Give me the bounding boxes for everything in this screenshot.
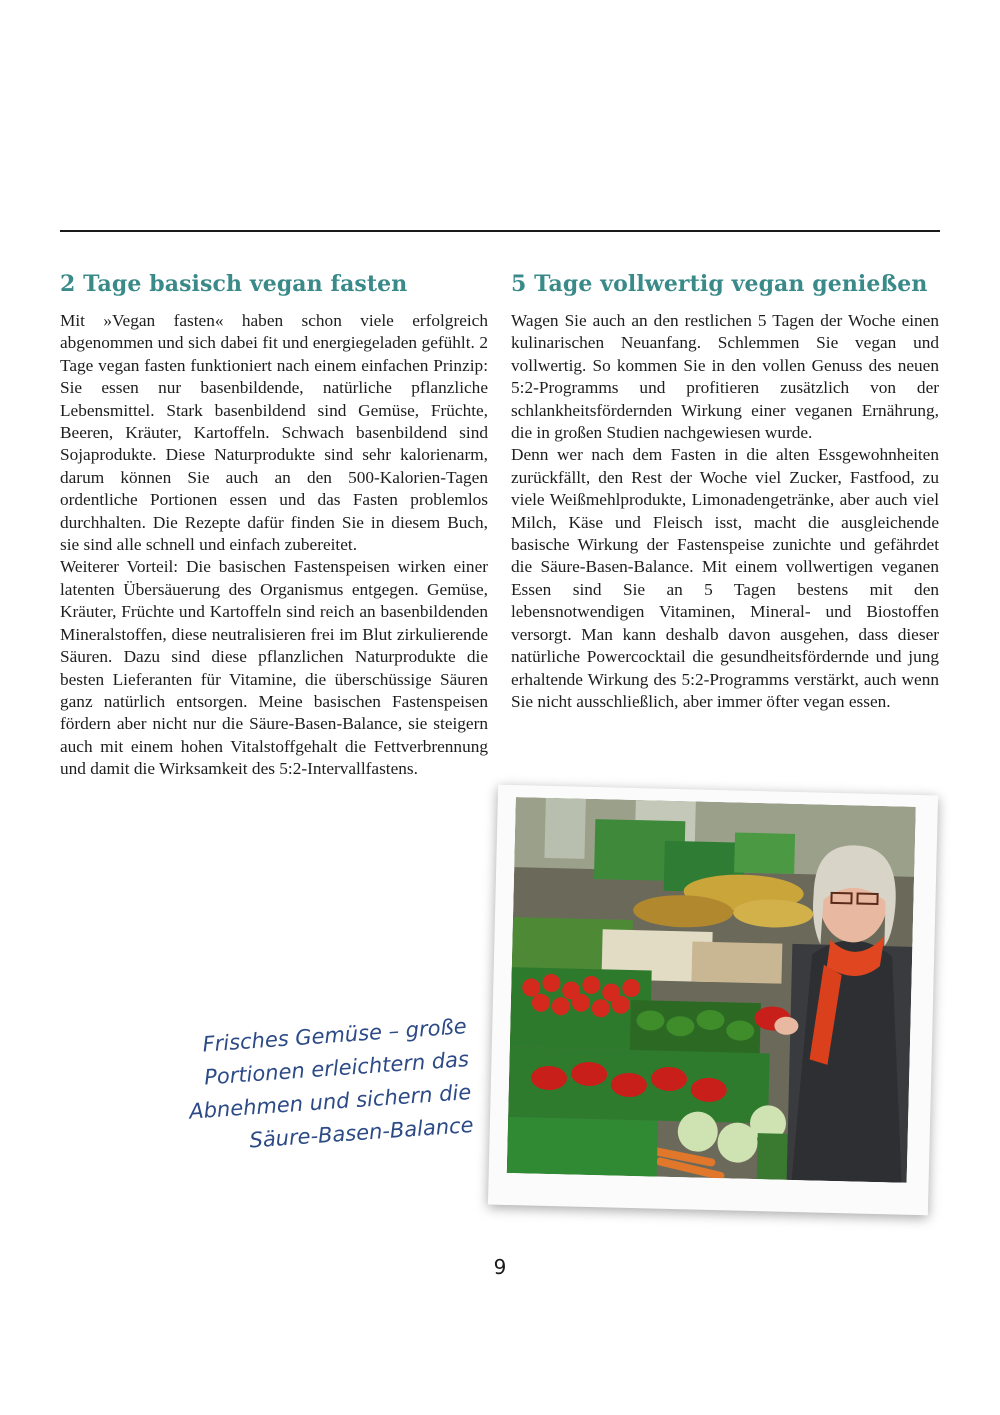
left-column	[60, 268, 488, 781]
left-paragraph-2: Weiterer Vorteil: Die basischen Fastenspeisen wirken einer latenten Übersäuerung des Organismus entgegen. Gemüse, Kräuter, Früchte und Kartoffeln sind reich an basenbildenden Mineralstoffen, diese neutralisieren frei im Blut zirkulierende Säuren. Dazu sind diese pflanzlichen Naturprodukte die besten Lieferanten für Vitamine, die überschüssige Säuren ganz natürlich entsorgen. Meine basischen Fastenspeisen fördern aber nicht nur die Säure-Basen-Balance, sie steigern auch mit einem hohen Vitalstoffgehalt die Fettverbrennung und damit die Wirksamkeit des 5:2-Intervallfastens.	[60, 557, 488, 779]
caption-line-2: Portionen erleichtern das	[203, 1047, 470, 1090]
left-heading: 2 Tage basisch vegan fasten	[60, 271, 408, 297]
page-number: 9	[493, 1255, 507, 1279]
right-column	[511, 268, 939, 713]
right-heading: 5 Tage vollwertig vegan genießen	[511, 271, 928, 297]
left-paragraph-1: Mit »Vegan fasten« haben schon viele erfolgreich abgenommen und sich dabei fit und energiegeladen gefühlt. 2 Tage vegan fasten funktioniert nach einem einfachen Prinzip: Sie essen nur basenbildende, natürliche pflanzliche Lebensmittel. Stark basenbildend sind Gemüse, Früchte, Beeren, Kräuter, Kartoffeln. Schwach basenbildend sind Sojaprodukte. Diese Naturprodukte sind sehr kalorienarm, darum können Sie auch an den 500-Kalorien-Tagen ordentliche Portionen essen und das Fasten problemlos durchhalten. Die Rezepte dafür finden Sie in diesem Buch, sie sind alle schnell und einfach zubereitet.	[60, 311, 488, 555]
caption-line-4: Säure-Basen-Balance	[248, 1112, 475, 1153]
right-paragraph-2: Denn wer nach dem Fasten in die alten Essgewohnheiten zurückfällt, den Rest der Woche viel Zucker, Fastfood, zu viele Weißmehlprodukte, Limonadengetränke, aber auch viel Milch, Käse und Fleisch isst, macht die ausgleichende basische Wirkung der Fastenspeise zunichte und gefährdet die Säure-Basen-Balance. Mit einem vollwertigen veganen Essen sind Sie an 5 Tagen bestens mit den lebensnotwendigen Vitaminen, Mineral- und Biostoffen versorgt. Man kann deshalb davon ausgehen, dass dieser natürliche Powercocktail die gesundheitsfördernde und jung erhaltende Wirkung des 5:2-Programms verstärkt, auch wenn Sie nicht ausschließlich, aber immer öfter vegan essen.	[511, 445, 939, 711]
caption-line-3: Abnehmen und sichern die	[188, 1079, 472, 1124]
photo-frame	[488, 785, 938, 1216]
top-rule	[60, 230, 940, 232]
market-photo	[507, 797, 916, 1183]
right-paragraph-1: Wagen Sie auch an den restlichen 5 Tagen der Woche einen kulinarischen Neuanfang. Schlemmen Sie vegan und vollwertig. So kommen Sie in den vollen Genuss des neuen 5:2-Programms und profitieren zusätzlich von der schlankheitsfördernden Wirkung einer veganen Ernährung, die in großen Studien nachgewiesen wurde.	[511, 311, 939, 443]
photo-caption	[136, 1010, 474, 1165]
caption-line-1: Frisches Gemüse – große	[201, 1014, 468, 1057]
